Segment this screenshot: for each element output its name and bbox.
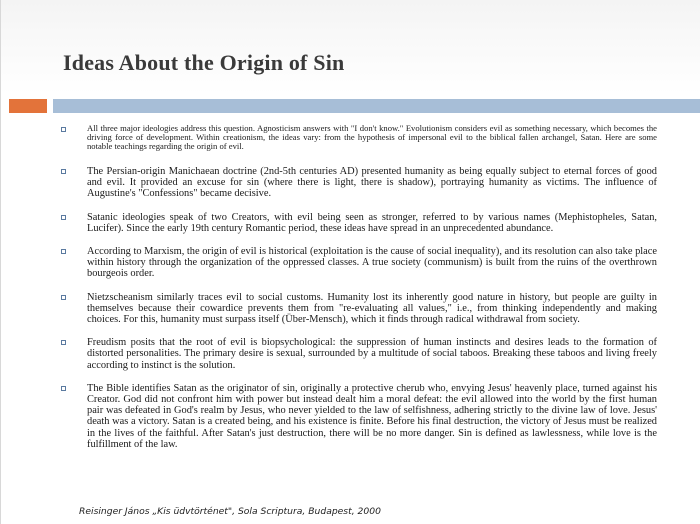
hollow-square-bullet-icon (61, 127, 66, 132)
list-item-text: The Bible identifies Satan as the originator of sin, originally a protective cherub who, envying Jesus' heavenly place, turned against his Creator. God did not confront him with power but instead dealt him a moral defeat: the evil allowed into the world by the first human pair was defeated in God's realm by Jesus, who never yielded to the law of selfishness, adhering strictly to the divine law of love. Jesus' death was a victory. Satan is a created being, and his existence is finite. Before his final destruction, the victory of Jesus must be realized in the lives of the faithful. After Satan's just destruction, there will be no more danger. Sin is defined as lawlessness, while love is the fulfillment of the law. (87, 382, 657, 450)
list-item-text: Satanic ideologies speak of two Creators, with evil being seen as stronger, referred to by various names (Mephistopheles, Satan, Lucifer). Since the early 19th century Romantic period, these ideas have spread in an unprecedented abundance. (87, 211, 657, 234)
list-item-text: The Persian-origin Manichaean doctrine (2nd-5th centuries AD) presented humanity as being equally subject to eternal forces of good and evil. It provided an excuse for sin (where there is light, there is shadow), portraying humanity as victims. The influence of Augustine's "Confessions" became decisive. (87, 166, 657, 200)
hollow-square-bullet-icon (61, 386, 66, 391)
hollow-square-bullet-icon (61, 169, 66, 174)
list-item (61, 212, 657, 234)
list-item (61, 292, 657, 326)
accent-bar-orange (9, 99, 47, 113)
hollow-square-bullet-icon (61, 340, 66, 345)
slide-title: Ideas About the Origin of Sin (63, 50, 345, 75)
list-item (61, 246, 657, 280)
list-item (61, 166, 657, 200)
list-item-text: Freudism posits that the root of evil is biopsychological: the suppression of human instincts and desires leads to the formation of distorted personalities. The primary desire is sexual, surrounded by a multitude of social taboos. Breaking these taboos and living freely according to instinct is the solution. (87, 337, 657, 371)
bullet-list (61, 124, 657, 450)
hollow-square-bullet-icon (61, 215, 66, 220)
list-item (61, 124, 657, 151)
list-item-text: All three major ideologies address this question. Agnosticism answers with "I don't know." Evolutionism considers evil as something necessary, which becomes the driving force of development. Within creationism, the ideas vary: from the hypothesis of impersonal evil to the biblical fallen archangel, Satan. Here are some notable teachings regarding the origin of evil. (87, 123, 657, 151)
source-citation: Reisinger János „Kis üdvtörténet", Sola Scriptura, Budapest, 2000 (79, 506, 381, 517)
list-item (61, 337, 657, 371)
hollow-square-bullet-icon (61, 295, 66, 300)
accent-bar-blue (53, 99, 700, 113)
list-item-text: Nietzscheanism similarly traces evil to social customs. Humanity lost its inherently good nature in history, but people are guilty in themselves because their cowardice prevents them from "re-evaluating all values," i.e., from thinking independently and making choices. For this, humanity must surpass itself (Über-Mensch), which it finds through radical withdrawal from society. (87, 291, 657, 326)
hollow-square-bullet-icon (61, 249, 66, 254)
list-item (61, 383, 657, 450)
list-item-text: According to Marxism, the origin of evil is historical (exploitation is the cause of social inequality), and its resolution can also take place within history through the organization of the oppressed classes. A true society (communism) is built from the ruins of the overthrown bourgeois order. (87, 246, 657, 280)
